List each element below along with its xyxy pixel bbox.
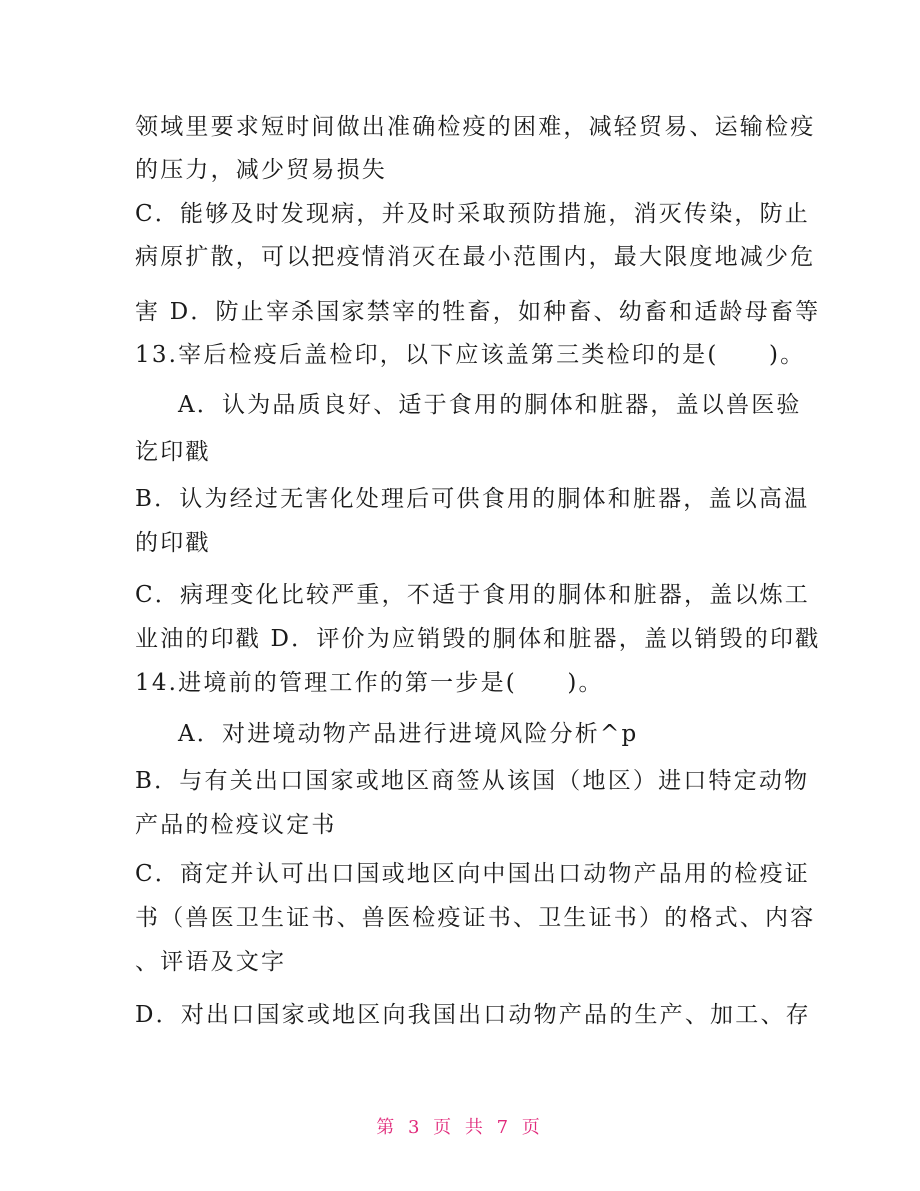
text-line-12: 业油的印戳 D．评价为应销毁的胴体和脏器，盖以销毁的印戳 bbox=[135, 626, 821, 652]
text-line-9: B．认为经过无害化处理后可供食用的胴体和脏器，盖以高温 bbox=[135, 486, 810, 512]
text-line-2: 的压力，减少贸易损失 bbox=[135, 157, 387, 183]
text-line-5: 害 D．防止宰杀国家禁宰的牲畜，如种畜、幼畜和适龄母畜等 bbox=[135, 299, 821, 325]
text-line-20: D．对出口国家或地区向我国出口动物产品的生产、加工、存 bbox=[135, 1002, 811, 1028]
text-line-3: C．能够及时发现病，并及时采取预防措施，消灭传染，防止 bbox=[135, 201, 810, 227]
question-14: 14.进境前的管理工作的第一步是( )。 bbox=[135, 670, 604, 696]
text-line-14: A．对进境动物产品进行进境风险分析^p bbox=[178, 721, 639, 747]
text-line-19: 、评语及文字 bbox=[135, 949, 287, 975]
question-13: 13.宰后检疫后盖检印，以下应该盖第三类检印的是( )。 bbox=[135, 342, 806, 368]
text-line-17: C．商定并认可出口国或地区向中国出口动物产品用的检疫证 bbox=[135, 861, 810, 887]
text-line-10: 的印戳 bbox=[135, 530, 211, 556]
text-line-16: 产品的检疫议定书 bbox=[135, 812, 337, 838]
text-line-4: 病原扩散，可以把疫情消灭在最小范围内，最大限度地减少危 bbox=[135, 244, 816, 270]
text-line-7: A．认为品质良好、适于食用的胴体和脏器，盖以兽医验 bbox=[178, 392, 802, 418]
text-line-8: 讫印戳 bbox=[135, 439, 211, 465]
text-line-18: 书（兽医卫生证书、兽医检疫证书、卫生证书）的格式、内容 bbox=[135, 905, 816, 931]
text-line-1: 领域里要求短时间做出准确检疫的困难，减轻贸易、运输检疫 bbox=[135, 114, 816, 140]
text-line-11: C．病理变化比较严重，不适于食用的胴体和脏器，盖以炼工 bbox=[135, 582, 810, 608]
page-number-footer: 第 3 页 共 7 页 bbox=[376, 1117, 544, 1138]
text-line-15: B．与有关出口国家或地区商签从该国（地区）进口特定动物 bbox=[135, 768, 810, 794]
